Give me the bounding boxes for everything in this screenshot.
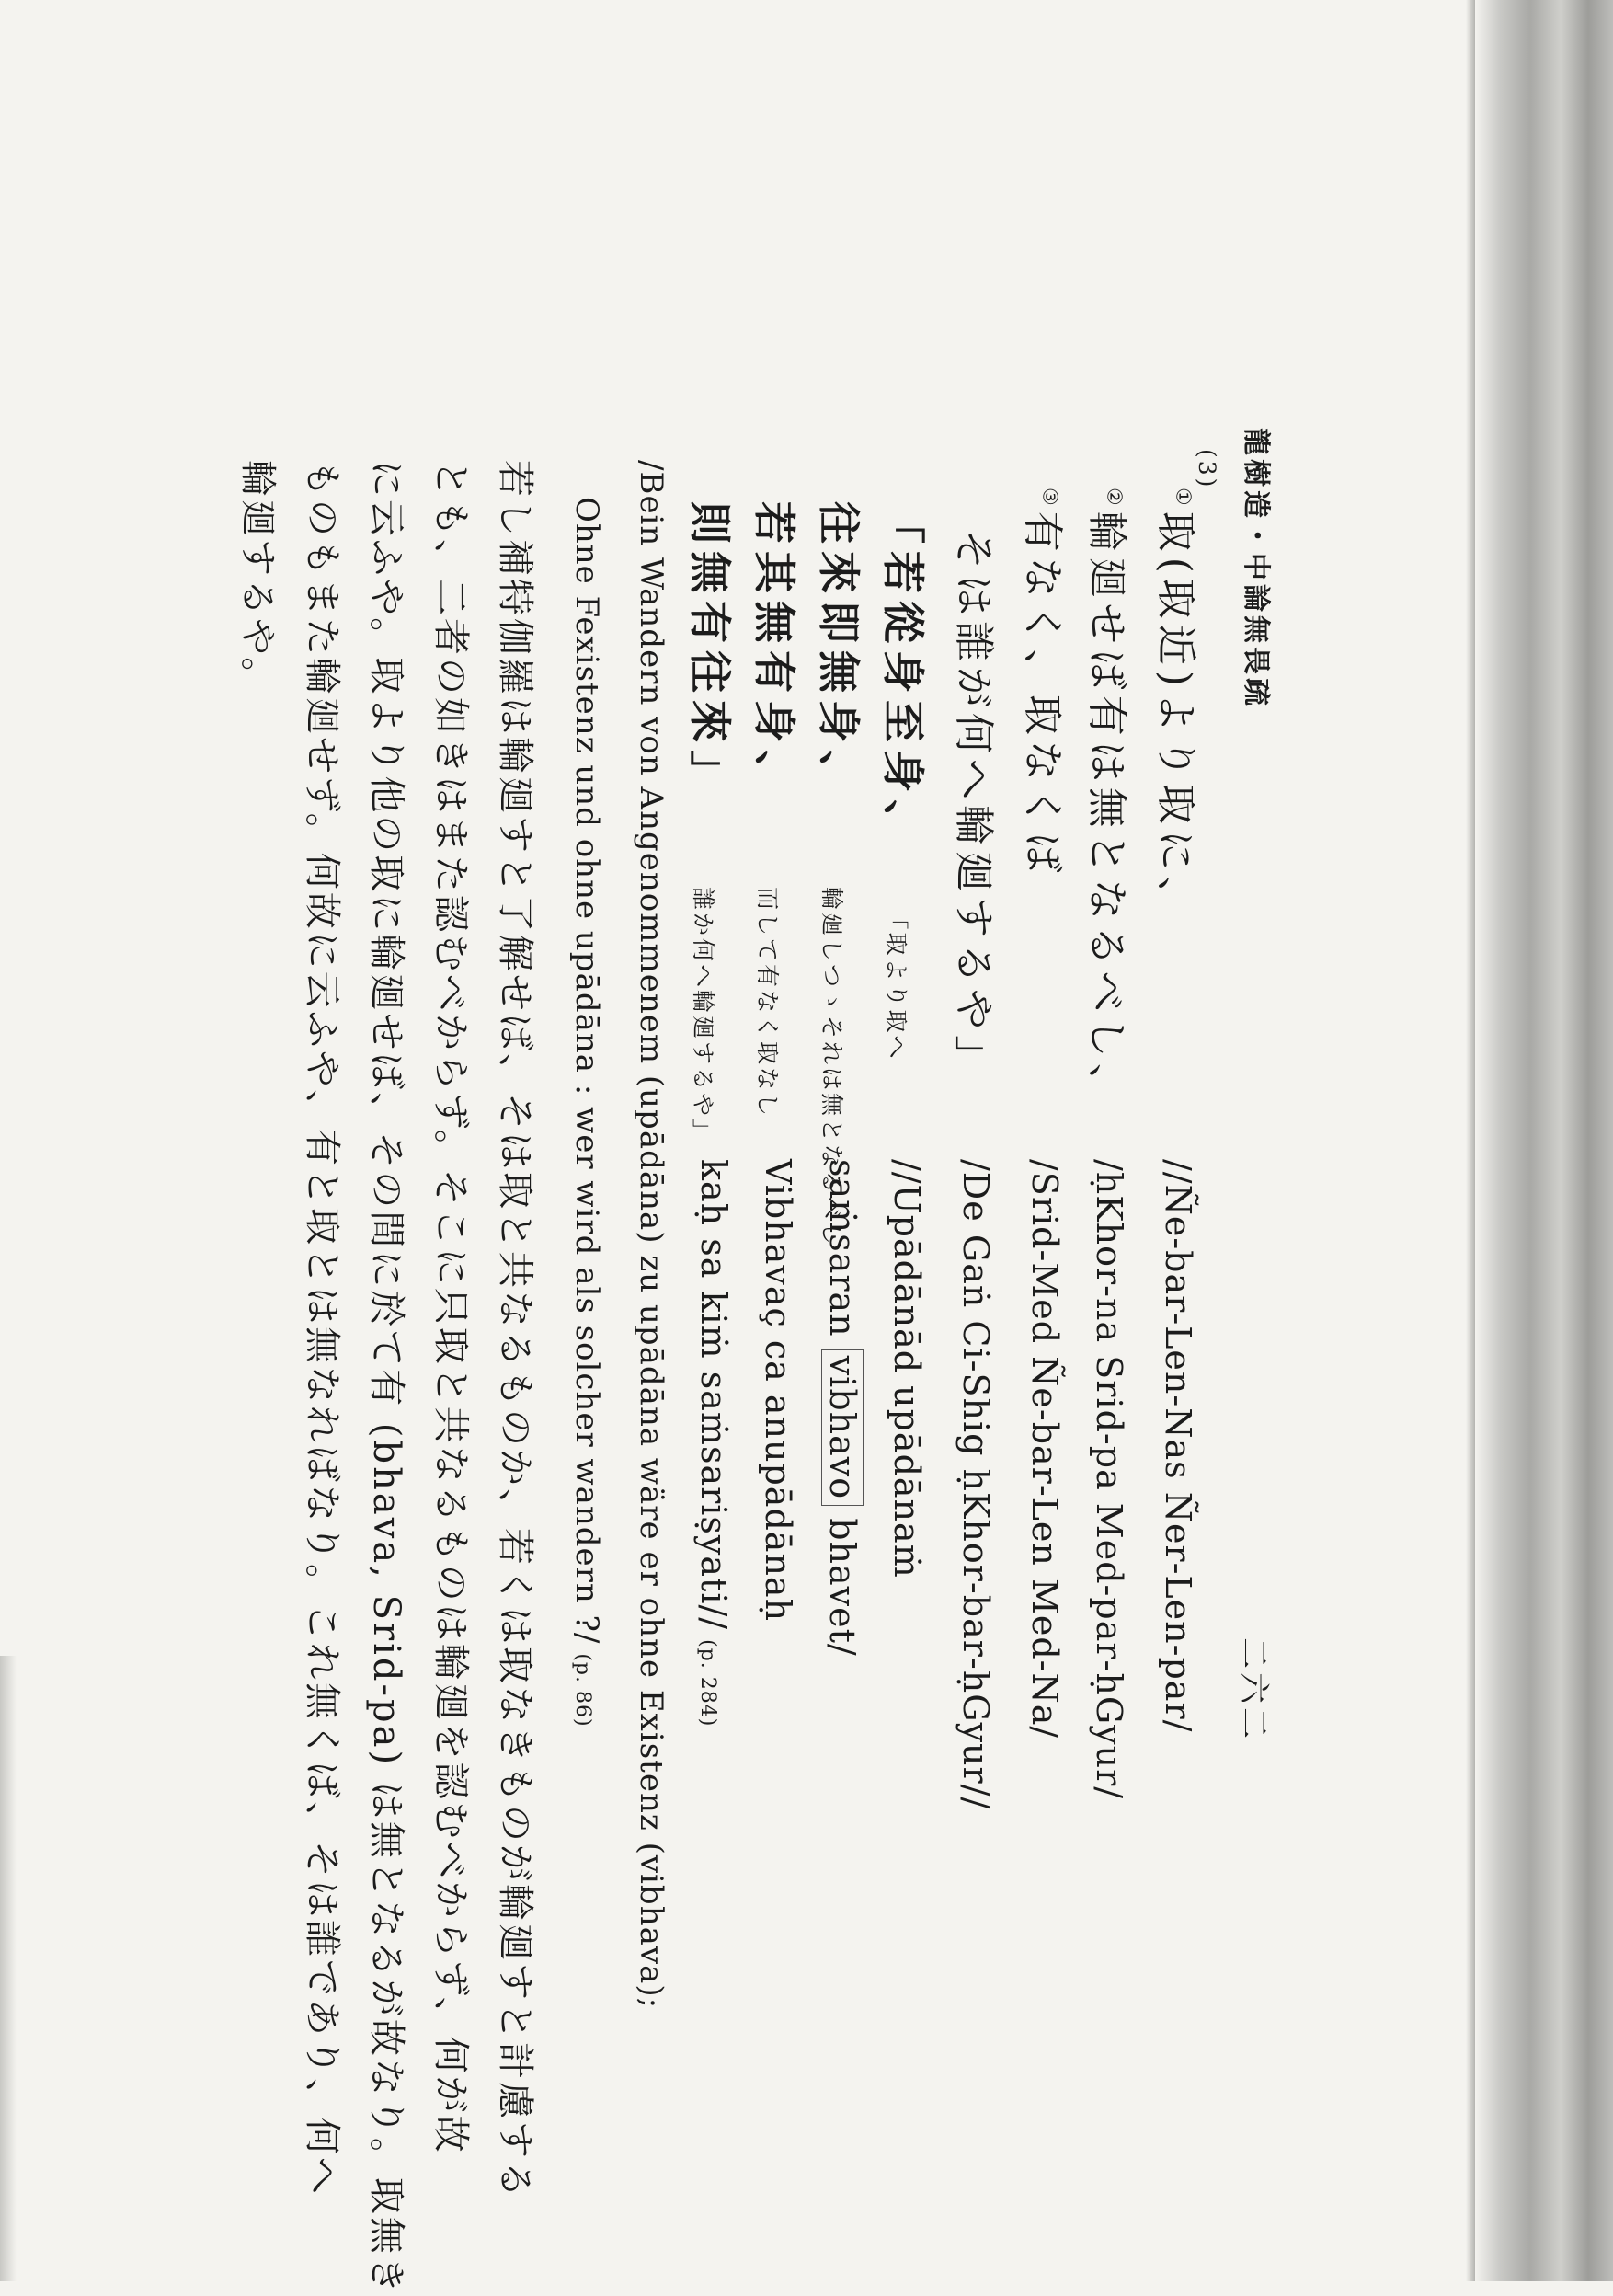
page-reference: (p. 284): [696, 1639, 719, 1728]
german-line: /Bein Wandern von Angenommenem (upādāna) zu upādāna wäre er ohne Existenz (vibhava);: [633, 460, 669, 2010]
commentary-line: 若し補特伽羅は輪廻すと了解せば、そは取と共なるものか、若くは取なきものが輪廻すと計慮する: [494, 460, 536, 2200]
commentary-line: ものもまた輪廻せず。何故に云ふや、有と取とは無なればなり。これ無くば、そは誰であり、何へ: [301, 460, 343, 2197]
boxed-word: vibhavo: [821, 1349, 864, 1506]
verse-line: [1083, 488, 1130, 1109]
sanskrit-text: kaḥ sa kiṁ saṁsariṣyati//: [693, 1159, 734, 1631]
verse-text: 輪廻せば有は無となるべし、: [1083, 511, 1130, 1109]
side-translation: 誰か何へ輪廻するや」: [690, 887, 716, 1145]
sanskrit-text: Vibhavaç ca anupādānaḥ: [758, 1159, 798, 1623]
scanned-page: [23, 221, 1476, 2296]
chinese-text: 則無有往來」: [685, 501, 735, 799]
note-marker: ②: [1102, 488, 1126, 511]
german-text: Ohne Fexistenz und ohne upādāna : wer wird als solcher wandern ?/: [568, 497, 605, 1645]
chinese-verse-line: [685, 501, 735, 1145]
commentary-line: 輪廻するや。: [236, 460, 279, 697]
verse-text: 取(取近)より取に、: [1152, 511, 1199, 923]
page-number: 二六二: [1235, 1637, 1272, 1742]
verse-text: 有なく、取なくば: [1019, 511, 1066, 878]
book-binding-shadow: [1475, 0, 1613, 2281]
sanskrit-text: saṁsaran: [822, 1159, 863, 1349]
side-translation: 而して有なく取なし: [754, 887, 781, 1119]
commentary-line: とも、二者の如きはまた認むべからず。そこに只取と共なるものは輪廻を認むべからず、何が故: [429, 460, 472, 2155]
verse-line: [950, 529, 997, 1081]
sanskrit-text: //Upādānād upādānaṁ: [887, 1159, 927, 1578]
sanskrit-line: [887, 1159, 927, 1578]
side-translation: 輪廻しつゝそれは無となるべし: [818, 887, 845, 1248]
side-translation: 「取より取へ: [883, 918, 909, 1062]
chinese-text: 「若從身至身、: [878, 501, 928, 849]
note-marker: ①: [1171, 488, 1195, 511]
tibetan-line: /De Gaṅ Ci-Shig ḥKhor-bar-ḥGyur//: [955, 1159, 996, 1810]
verse-text: そは誰が何へ輪廻するや」: [950, 529, 997, 1081]
commentary-line: に云ふや。取より他の取に輪廻せば、その間に於て有 (bhava, Srid-pa) は無となるが故なり。取無き: [365, 460, 407, 2296]
chinese-verse-line: [814, 501, 864, 1248]
tibetan-line: //Ñe-bar-Len-Nas Ñer-Len-par/: [1158, 1159, 1198, 1733]
page-edge-shadow: [0, 1656, 17, 2281]
chinese-verse-line: [749, 501, 799, 1119]
tibetan-line: /Srid-Med Ñe-bar-Len Med-Na/: [1024, 1159, 1065, 1739]
verse-line: [1019, 488, 1066, 878]
tibetan-line: /ḥKhor-na Srid-pa Med-par-ḥGyur/: [1089, 1159, 1129, 1800]
verse-line: [1152, 488, 1199, 923]
chinese-verse-line: [878, 501, 928, 1062]
sanskrit-line: [758, 1159, 798, 1623]
chinese-text: 往來即無身、: [814, 501, 864, 799]
section-note: (3): [1194, 449, 1220, 490]
page-reference: (p. 86): [571, 1653, 594, 1728]
sanskrit-line: [693, 1159, 734, 1728]
german-line: [568, 497, 605, 1728]
running-header: 龍樹造・中論無畏疏: [1240, 428, 1272, 709]
sanskrit-line: [822, 1159, 863, 1657]
sanskrit-text: bhavet/: [822, 1506, 863, 1657]
chinese-text: 若其無有身、: [749, 501, 799, 799]
note-marker: ③: [1037, 488, 1061, 511]
